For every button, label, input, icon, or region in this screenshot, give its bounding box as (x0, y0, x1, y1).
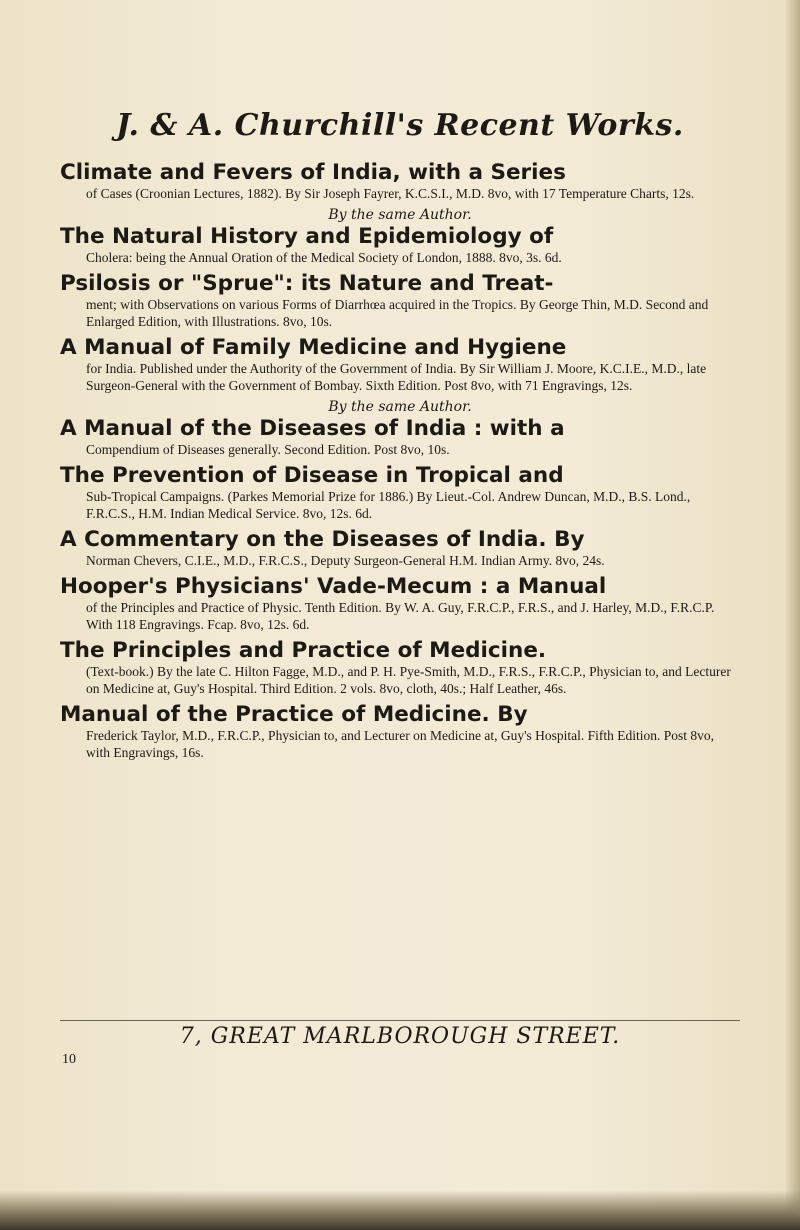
footer-divider (60, 1020, 740, 1021)
book-list (60, 160, 740, 766)
list-item (60, 335, 740, 394)
entry-title: Hooper's Physicians' Vade-Mecum : a Manual (60, 574, 607, 599)
entry-title: Psilosis or "Sprue": its Nature and Treat- (60, 271, 554, 296)
entry-title: A Manual of the Diseases of India : with a (60, 416, 565, 441)
list-item (60, 574, 740, 633)
page-number: 10 (62, 1052, 76, 1067)
entry-description: Compendium of Diseases generally. Second Edition. Post 8vo, 10s. (86, 442, 450, 457)
page-bottom-shadow (0, 1190, 800, 1230)
entry-title: Manual of the Practice of Medicine. By (60, 702, 528, 727)
list-item (60, 271, 740, 330)
entry-title: A Commentary on the Diseases of India. By (60, 527, 585, 552)
entry-byline: By the same Author. (328, 399, 472, 415)
list-item (60, 527, 740, 569)
entry-description: of Cases (Croonian Lectures, 1882). By Sir Joseph Fayrer, K.C.S.I., M.D. 8vo, with 17 Temperature Charts, 12s. (86, 186, 695, 201)
entry-byline: By the same Author. (328, 207, 472, 223)
entry-title: Climate and Fevers of India, with a Series (60, 160, 566, 185)
entry-description: Norman Chevers, C.I.E., M.D., F.R.C.S., Deputy Surgeon-General H.M. Indian Army. 8vo, 24s. (86, 553, 605, 568)
list-item (60, 463, 740, 522)
list-item (60, 399, 740, 458)
list-item (60, 160, 740, 202)
entry-description: of the Principles and Practice of Physic. Tenth Edition. By W. A. Guy, F.R.C.P., F.R.S., and J. Harley, M.D., F.R.C.P. With 118 Engravings. Fcap. 8vo, 12s. 6d. (86, 600, 715, 632)
list-item (60, 702, 740, 761)
publisher-address: 7, GREAT MARLBOROUGH STREET. (179, 1024, 621, 1049)
entry-title: A Manual of Family Medicine and Hygiene (60, 335, 567, 360)
entry-description: ment; with Observations on various Forms of Diarrhœa acquired in the Tropics. By George Thin, M.D. Second and Enlarged Edition, with Illustrations. 8vo, 10s. (86, 297, 709, 329)
entry-title: The Natural History and Epidemiology of (60, 224, 554, 249)
entry-title: The Prevention of Disease in Tropical and (60, 463, 564, 488)
list-item (60, 207, 740, 266)
entry-description: Sub-Tropical Campaigns. (Parkes Memorial Prize for 1886.) By Lieut.-Col. Andrew Duncan, M.D., B.S. Lond., F.R.C.S., H.M. Indian Medical Service. 8vo, 12s. 6d. (86, 489, 691, 521)
page-header: J. & A. Churchill's Recent Works. (116, 108, 684, 143)
entry-description: (Text-book.) By the late C. Hilton Fagge, M.D., and P. H. Pye-Smith, M.D., F.R.S., F.R.C.P., Physician to, and Lecturer on Medicine at, Guy's Hospital. Third Edition. 2 vols. 8vo, cloth, 40s.; Half Leather, 46s. (86, 664, 731, 696)
entry-title: The Principles and Practice of Medicine. (60, 638, 547, 663)
entry-description: Frederick Taylor, M.D., F.R.C.P., Physician to, and Lecturer on Medicine at, Guy's Hospital. Fifth Edition. Post 8vo, with Engravings, 16s. (86, 728, 715, 760)
entry-description: for India. Published under the Authority of the Government of India. By Sir William J. Moore, K.C.I.E., M.D., late Surgeon-General with the Government of Bombay. Sixth Edition. Post 8vo, with 71 Engravings, 12s. (86, 361, 707, 393)
list-item (60, 638, 740, 697)
entry-description: Cholera: being the Annual Oration of the Medical Society of London, 1888. 8vo, 3s. 6d. (86, 250, 562, 265)
